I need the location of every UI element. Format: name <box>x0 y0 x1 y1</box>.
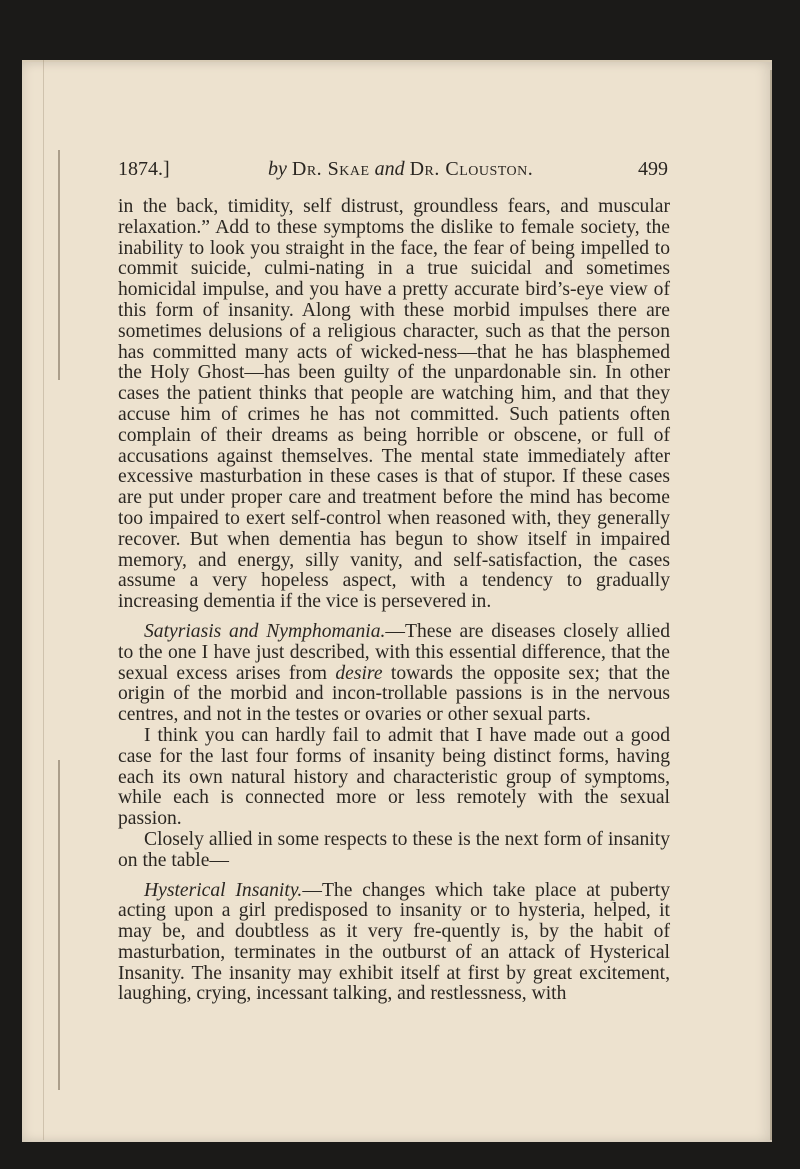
paragraph-4: Closely allied in some respects to these is the next form of insanity on the table— <box>118 828 670 871</box>
header-author-1: Dr. Skae <box>291 158 370 180</box>
section-heading-hysterical: Hysterical Insanity. <box>144 879 303 901</box>
emphasis-desire: desire <box>335 662 383 684</box>
binding-mark <box>58 150 60 380</box>
header-and: and <box>374 158 405 180</box>
paragraph-text: towards the opposite sex; that the origin of the morbid and incon-trollable passions is in the nervous centres, and not in the testes or ovaries or other sexual parts. <box>118 662 670 726</box>
header-authors <box>268 158 533 181</box>
binding-mark <box>58 760 60 1090</box>
page-gutter-line <box>43 60 44 1140</box>
paragraph-text: —These are diseases closely allied to the one I have just described, with this essential difference, that the sexual excess arises from <box>118 620 670 684</box>
header-by: by <box>268 158 287 180</box>
paragraph-3: I think you can hardly fail to admit that I have made out a good case for the last four forms of insanity being distinct forms, having each its own natural history and characteristic group of symptoms, while each is connected more or less remotely with the sexual passion. <box>118 724 670 830</box>
paragraph-hysterical <box>118 881 670 1006</box>
header-author-2: Dr. Clouston. <box>409 158 534 180</box>
section-heading-satyriasis: Satyriasis and Nymphomania. <box>144 620 386 642</box>
paragraph-satyriasis <box>118 622 670 726</box>
header-year: 1874.] <box>118 158 170 180</box>
page-number: 499 <box>638 158 668 180</box>
paragraph-1: in the back, timidity, self distrust, groundless fears, and muscular relaxation.” Add to these symptoms the dislike to female society, the inability to look you straight in the face, the fear of being impelled to commit suicide, culmi-nating in a true suicidal and sometimes homicidal impulse, and you have a pretty accurate bird’s-eye view of this form of insanity. Along with these morbid impulses there are sometimes delusions of a religious character, such as that the person has committed many acts of wicked-ness—that he has blasphemed the Holy Ghost—has been guilty of the unpardonable sin. In other cases the patient thinks that people are watching him, and that they accuse him of crimes he has not committed. Such patients often complain of their dreams as being horrible or obscene, or full of accusations against themselves. The mental state immediately after excessive masturbation in these cases is that of stupor. If these cases are put under proper care and treatment before the mind has become too impaired to exert self-control when reasoned with, they generally recover. But when dementia has begun to show itself in impaired memory, and energy, silly vanity, and self-satisfaction, the cases assume a very hopeless aspect, with a tendency to gradually increasing dementia if the vice is persevered in. <box>118 196 670 613</box>
running-header <box>118 158 668 188</box>
page-right-edge <box>770 70 772 1140</box>
paragraph-text: —The changes which take place at puberty acting upon a girl predisposed to insanity or to hysteria, helped, it may be, and doubtless as it very fre-quently is, by the habit of masturbation, terminates in the outburst of an attack of Hysterical Insanity. The insanity may exhibit itself at first by great excitement, laughing, crying, incessant talking, and restlessness, with <box>118 879 670 1005</box>
body-text <box>118 197 670 1005</box>
